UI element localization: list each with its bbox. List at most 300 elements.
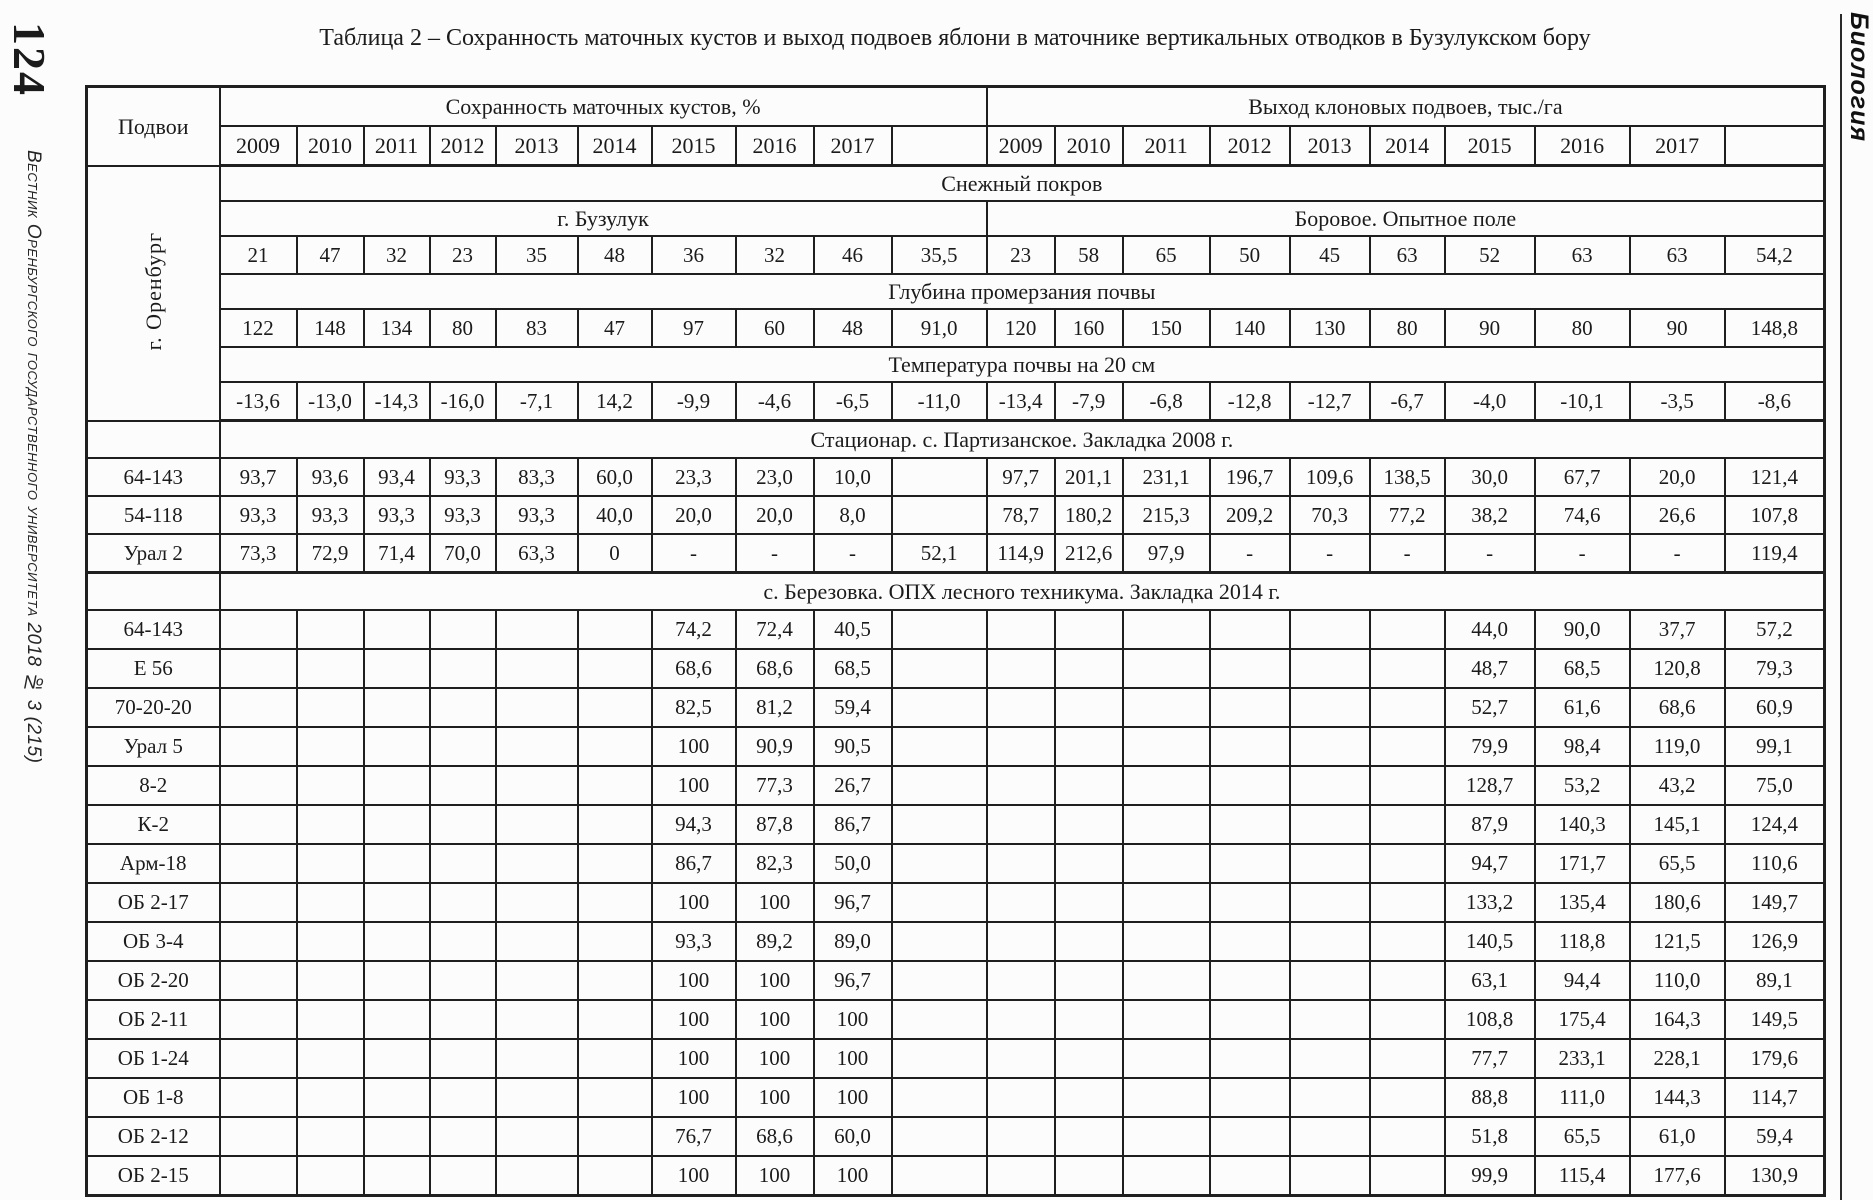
climate-value-cell: 160 bbox=[1055, 309, 1123, 347]
value-cell: 114,7 bbox=[1725, 1078, 1825, 1117]
value-cell: 90,5 bbox=[814, 727, 892, 766]
value-cell bbox=[364, 766, 430, 805]
value-cell: 100 bbox=[814, 1078, 892, 1117]
value-cell bbox=[496, 844, 578, 883]
value-cell bbox=[1290, 727, 1370, 766]
value-cell: 100 bbox=[814, 1039, 892, 1078]
value-cell bbox=[578, 1078, 652, 1117]
value-cell: 43,2 bbox=[1630, 766, 1725, 805]
value-cell: 177,6 bbox=[1630, 1156, 1725, 1196]
value-cell: - bbox=[1290, 534, 1370, 573]
value-cell bbox=[1290, 1078, 1370, 1117]
value-cell bbox=[578, 688, 652, 727]
value-cell bbox=[987, 961, 1055, 1000]
value-cell bbox=[892, 1000, 987, 1039]
value-cell bbox=[1123, 844, 1210, 883]
value-cell: 111,0 bbox=[1535, 1078, 1630, 1117]
value-cell bbox=[496, 883, 578, 922]
value-cell bbox=[496, 922, 578, 961]
value-cell bbox=[220, 1000, 297, 1039]
station-label-vertical bbox=[87, 166, 220, 421]
value-cell bbox=[1055, 1039, 1123, 1078]
climate-value-cell: 80 bbox=[1370, 309, 1445, 347]
year-cell: 2010 bbox=[297, 126, 364, 166]
value-cell: 233,1 bbox=[1535, 1039, 1630, 1078]
value-cell: 51,8 bbox=[1445, 1117, 1535, 1156]
value-cell: 179,6 bbox=[1725, 1039, 1825, 1078]
value-cell bbox=[220, 766, 297, 805]
value-cell: 68,6 bbox=[652, 649, 736, 688]
value-cell: 100 bbox=[736, 1039, 814, 1078]
value-cell: 100 bbox=[652, 727, 736, 766]
value-cell: 121,4 bbox=[1725, 458, 1825, 496]
value-cell bbox=[987, 1078, 1055, 1117]
climate-value-cell: 14,2 bbox=[578, 382, 652, 421]
value-cell bbox=[1123, 1000, 1210, 1039]
value-cell bbox=[892, 458, 987, 496]
value-cell: 68,5 bbox=[1535, 649, 1630, 688]
value-cell: 86,7 bbox=[652, 844, 736, 883]
climate-value-cell: 46 bbox=[814, 236, 892, 274]
value-cell bbox=[1055, 844, 1123, 883]
value-cell: 77,7 bbox=[1445, 1039, 1535, 1078]
value-cell: 74,2 bbox=[652, 610, 736, 649]
value-cell: 59,4 bbox=[814, 688, 892, 727]
value-cell bbox=[1210, 961, 1290, 1000]
value-cell: 93,3 bbox=[220, 496, 297, 534]
value-cell bbox=[987, 883, 1055, 922]
climate-value-cell: 47 bbox=[578, 309, 652, 347]
value-cell: 100 bbox=[736, 961, 814, 1000]
year-cell: 2014 bbox=[578, 126, 652, 166]
value-cell: 23,0 bbox=[736, 458, 814, 496]
value-cell bbox=[496, 1117, 578, 1156]
value-cell: 100 bbox=[652, 1000, 736, 1039]
value-cell bbox=[430, 1078, 496, 1117]
climate-value-cell: -12,8 bbox=[1210, 382, 1290, 421]
section-header: с. Березовка. ОПХ лесного техникума. Закладка 2014 г. bbox=[220, 573, 1825, 611]
value-cell: 145,1 bbox=[1630, 805, 1725, 844]
row-label: Урал 5 bbox=[87, 727, 220, 766]
value-cell: 73,3 bbox=[220, 534, 297, 573]
year-cell: 2015 bbox=[1445, 126, 1535, 166]
value-cell bbox=[430, 1039, 496, 1078]
value-cell bbox=[1370, 727, 1445, 766]
climate-value-cell: 32 bbox=[364, 236, 430, 274]
value-cell: 77,3 bbox=[736, 766, 814, 805]
value-cell: 40,0 bbox=[578, 496, 652, 534]
value-cell bbox=[364, 805, 430, 844]
value-cell: 89,1 bbox=[1725, 961, 1825, 1000]
value-cell: 100 bbox=[814, 1000, 892, 1039]
value-cell bbox=[297, 688, 364, 727]
value-cell: 100 bbox=[736, 1156, 814, 1196]
value-cell bbox=[297, 1000, 364, 1039]
value-cell bbox=[1210, 649, 1290, 688]
climate-value-cell: -4,6 bbox=[736, 382, 814, 421]
value-cell bbox=[987, 766, 1055, 805]
value-cell: 93,6 bbox=[297, 458, 364, 496]
value-cell bbox=[364, 1078, 430, 1117]
value-cell: 93,3 bbox=[430, 458, 496, 496]
value-cell: 87,8 bbox=[736, 805, 814, 844]
value-cell bbox=[892, 922, 987, 961]
empty-label-cell bbox=[87, 421, 220, 459]
value-cell bbox=[1370, 1117, 1445, 1156]
value-cell bbox=[987, 922, 1055, 961]
value-cell bbox=[1210, 883, 1290, 922]
value-cell bbox=[1055, 883, 1123, 922]
data-table bbox=[85, 85, 1826, 1197]
climate-value-cell: 32 bbox=[736, 236, 814, 274]
value-cell bbox=[892, 1156, 987, 1196]
value-cell: 110,6 bbox=[1725, 844, 1825, 883]
value-cell: 140,5 bbox=[1445, 922, 1535, 961]
value-cell: - bbox=[1535, 534, 1630, 573]
value-cell: 180,6 bbox=[1630, 883, 1725, 922]
value-cell bbox=[1370, 961, 1445, 1000]
value-cell bbox=[430, 883, 496, 922]
value-cell: 82,3 bbox=[736, 844, 814, 883]
value-cell: 138,5 bbox=[1370, 458, 1445, 496]
empty-label-cell bbox=[87, 573, 220, 611]
value-cell bbox=[1210, 1039, 1290, 1078]
value-cell: 97,9 bbox=[1123, 534, 1210, 573]
value-cell bbox=[1290, 844, 1370, 883]
value-cell bbox=[1370, 883, 1445, 922]
climate-value-cell: 48 bbox=[578, 236, 652, 274]
value-cell: 72,9 bbox=[297, 534, 364, 573]
value-cell: 96,7 bbox=[814, 961, 892, 1000]
value-cell bbox=[578, 922, 652, 961]
value-cell: 65,5 bbox=[1630, 844, 1725, 883]
value-cell bbox=[892, 727, 987, 766]
year-cell: 2013 bbox=[496, 126, 578, 166]
value-cell bbox=[1290, 649, 1370, 688]
climate-value-cell: -11,0 bbox=[892, 382, 987, 421]
row-label: ОБ 1-24 bbox=[87, 1039, 220, 1078]
value-cell bbox=[892, 610, 987, 649]
climate-value-cell: -12,7 bbox=[1290, 382, 1370, 421]
value-cell: 10,0 bbox=[814, 458, 892, 496]
value-cell bbox=[496, 805, 578, 844]
climate-value-cell: 45 bbox=[1290, 236, 1370, 274]
value-cell bbox=[430, 688, 496, 727]
value-cell bbox=[220, 922, 297, 961]
value-cell: 26,7 bbox=[814, 766, 892, 805]
value-cell: 81,2 bbox=[736, 688, 814, 727]
value-cell: 93,3 bbox=[496, 496, 578, 534]
value-cell bbox=[1123, 727, 1210, 766]
value-cell bbox=[892, 496, 987, 534]
climate-value-cell: 50 bbox=[1210, 236, 1290, 274]
row-label: ОБ 2-15 bbox=[87, 1156, 220, 1196]
climate-section-label-snow: Снежный покров bbox=[220, 166, 1825, 202]
value-cell: 89,0 bbox=[814, 922, 892, 961]
climate-value-cell: 83 bbox=[496, 309, 578, 347]
value-cell bbox=[1290, 961, 1370, 1000]
value-cell bbox=[578, 1117, 652, 1156]
value-cell bbox=[1123, 883, 1210, 922]
value-cell: 100 bbox=[652, 961, 736, 1000]
value-cell bbox=[496, 1000, 578, 1039]
value-cell bbox=[578, 1000, 652, 1039]
value-cell: 20,0 bbox=[1630, 458, 1725, 496]
value-cell bbox=[892, 805, 987, 844]
value-cell bbox=[1290, 922, 1370, 961]
value-cell: 0 bbox=[578, 534, 652, 573]
row-label: ОБ 2-17 bbox=[87, 883, 220, 922]
value-cell bbox=[987, 1117, 1055, 1156]
climate-value-cell: 90 bbox=[1445, 309, 1535, 347]
value-cell: 57,2 bbox=[1725, 610, 1825, 649]
climate-value-cell: -16,0 bbox=[430, 382, 496, 421]
value-cell bbox=[297, 883, 364, 922]
value-cell bbox=[1123, 610, 1210, 649]
climate-value-cell: -6,7 bbox=[1370, 382, 1445, 421]
group-header-yield: Выход клоновых подвоев, тыс./га bbox=[987, 87, 1825, 127]
value-cell bbox=[220, 1117, 297, 1156]
value-cell bbox=[364, 961, 430, 1000]
value-cell bbox=[987, 1000, 1055, 1039]
year-cell: 2016 bbox=[736, 126, 814, 166]
value-cell bbox=[578, 649, 652, 688]
value-cell bbox=[1370, 688, 1445, 727]
value-cell bbox=[1055, 766, 1123, 805]
value-cell bbox=[430, 922, 496, 961]
value-cell: 93,4 bbox=[364, 458, 430, 496]
value-cell: 215,3 bbox=[1123, 496, 1210, 534]
value-cell bbox=[578, 805, 652, 844]
value-cell bbox=[1055, 1000, 1123, 1039]
value-cell bbox=[578, 1156, 652, 1196]
value-cell bbox=[987, 805, 1055, 844]
value-cell: 108,8 bbox=[1445, 1000, 1535, 1039]
value-cell: - bbox=[652, 534, 736, 573]
location-label-left: г. Бузулук bbox=[220, 201, 987, 236]
value-cell bbox=[987, 610, 1055, 649]
value-cell bbox=[1290, 1117, 1370, 1156]
year-cell: 2009 bbox=[987, 126, 1055, 166]
mean-column-header bbox=[1725, 126, 1825, 166]
value-cell: 149,5 bbox=[1725, 1000, 1825, 1039]
value-cell bbox=[578, 610, 652, 649]
value-cell: 135,4 bbox=[1535, 883, 1630, 922]
value-cell bbox=[1290, 766, 1370, 805]
value-cell bbox=[297, 1039, 364, 1078]
value-cell bbox=[430, 610, 496, 649]
climate-value-cell: -13,6 bbox=[220, 382, 297, 421]
row-label: ОБ 2-11 bbox=[87, 1000, 220, 1039]
value-cell: 65,5 bbox=[1535, 1117, 1630, 1156]
value-cell bbox=[430, 1000, 496, 1039]
section-header: Стационар. с. Партизанское. Закладка 2008 г. bbox=[220, 421, 1825, 459]
climate-value-cell: 47 bbox=[297, 236, 364, 274]
value-cell bbox=[496, 1078, 578, 1117]
value-cell bbox=[430, 766, 496, 805]
value-cell: 228,1 bbox=[1630, 1039, 1725, 1078]
group-header-survival: Сохранность маточных кустов, % bbox=[220, 87, 987, 127]
year-cell: 2014 bbox=[1370, 126, 1445, 166]
value-cell bbox=[496, 610, 578, 649]
value-cell bbox=[892, 883, 987, 922]
value-cell bbox=[1210, 844, 1290, 883]
climate-value-cell: 97 bbox=[652, 309, 736, 347]
climate-value-cell: -8,6 bbox=[1725, 382, 1825, 421]
year-cell: 2011 bbox=[1123, 126, 1210, 166]
climate-value-cell: 63 bbox=[1630, 236, 1725, 274]
value-cell: 44,0 bbox=[1445, 610, 1535, 649]
value-cell bbox=[496, 727, 578, 766]
value-cell bbox=[220, 844, 297, 883]
value-cell: 115,4 bbox=[1535, 1156, 1630, 1196]
climate-value-cell: 91,0 bbox=[892, 309, 987, 347]
value-cell: 121,5 bbox=[1630, 922, 1725, 961]
value-cell bbox=[430, 961, 496, 1000]
value-cell bbox=[1055, 610, 1123, 649]
value-cell: 107,8 bbox=[1725, 496, 1825, 534]
row-label: 64-143 bbox=[87, 458, 220, 496]
climate-value-cell: 54,2 bbox=[1725, 236, 1825, 274]
value-cell: - bbox=[1370, 534, 1445, 573]
value-cell bbox=[496, 766, 578, 805]
value-cell: 60,0 bbox=[814, 1117, 892, 1156]
value-cell bbox=[297, 961, 364, 1000]
climate-value-cell: 90 bbox=[1630, 309, 1725, 347]
row-label: 54-118 bbox=[87, 496, 220, 534]
value-cell bbox=[430, 844, 496, 883]
value-cell bbox=[987, 1156, 1055, 1196]
value-cell: 114,9 bbox=[987, 534, 1055, 573]
value-cell bbox=[1055, 649, 1123, 688]
page-number: 124 bbox=[4, 22, 55, 97]
row-label: 8-2 bbox=[87, 766, 220, 805]
climate-value-cell: -7,1 bbox=[496, 382, 578, 421]
value-cell bbox=[430, 649, 496, 688]
value-cell bbox=[220, 1156, 297, 1196]
row-label: 64-143 bbox=[87, 610, 220, 649]
value-cell bbox=[297, 922, 364, 961]
value-cell bbox=[430, 1156, 496, 1196]
value-cell bbox=[1055, 727, 1123, 766]
value-cell bbox=[1370, 1156, 1445, 1196]
value-cell bbox=[297, 1156, 364, 1196]
value-cell bbox=[1210, 766, 1290, 805]
value-cell: 140,3 bbox=[1535, 805, 1630, 844]
climate-value-cell: 23 bbox=[987, 236, 1055, 274]
value-cell: 133,2 bbox=[1445, 883, 1535, 922]
value-cell bbox=[1370, 610, 1445, 649]
value-cell bbox=[1370, 844, 1445, 883]
climate-value-cell: -3,5 bbox=[1630, 382, 1725, 421]
value-cell bbox=[1290, 1156, 1370, 1196]
value-cell bbox=[1055, 1156, 1123, 1196]
climate-value-cell: -13,4 bbox=[987, 382, 1055, 421]
year-cell: 2012 bbox=[430, 126, 496, 166]
value-cell bbox=[892, 961, 987, 1000]
value-cell: 23,3 bbox=[652, 458, 736, 496]
value-cell bbox=[1055, 1078, 1123, 1117]
value-cell: 50,0 bbox=[814, 844, 892, 883]
value-cell: 76,7 bbox=[652, 1117, 736, 1156]
value-cell: - bbox=[1210, 534, 1290, 573]
value-cell: 100 bbox=[652, 766, 736, 805]
value-cell bbox=[578, 727, 652, 766]
value-cell bbox=[892, 844, 987, 883]
climate-value-cell: -6,8 bbox=[1123, 382, 1210, 421]
value-cell bbox=[1290, 1000, 1370, 1039]
mean-column-header bbox=[892, 126, 987, 166]
value-cell bbox=[578, 1039, 652, 1078]
value-cell: 94,3 bbox=[652, 805, 736, 844]
value-cell bbox=[297, 805, 364, 844]
value-cell bbox=[1370, 649, 1445, 688]
value-cell: 164,3 bbox=[1630, 1000, 1725, 1039]
climate-value-cell: 52 bbox=[1445, 236, 1535, 274]
value-cell bbox=[892, 1039, 987, 1078]
value-cell: 96,7 bbox=[814, 883, 892, 922]
value-cell bbox=[892, 1117, 987, 1156]
value-cell bbox=[297, 1117, 364, 1156]
value-cell: - bbox=[736, 534, 814, 573]
section-divider-line bbox=[1840, 14, 1842, 1200]
value-cell bbox=[1370, 766, 1445, 805]
value-cell: 99,1 bbox=[1725, 727, 1825, 766]
year-cell: 2017 bbox=[1630, 126, 1725, 166]
value-cell bbox=[1290, 883, 1370, 922]
value-cell: 61,6 bbox=[1535, 688, 1630, 727]
row-label: Арм-18 bbox=[87, 844, 220, 883]
value-cell: 209,2 bbox=[1210, 496, 1290, 534]
year-cell: 2015 bbox=[652, 126, 736, 166]
value-cell: 201,1 bbox=[1055, 458, 1123, 496]
climate-value-cell: 65 bbox=[1123, 236, 1210, 274]
value-cell bbox=[987, 1039, 1055, 1078]
value-cell: 93,3 bbox=[297, 496, 364, 534]
page-content bbox=[85, 0, 1825, 1197]
value-cell: 53,2 bbox=[1535, 766, 1630, 805]
value-cell bbox=[892, 1078, 987, 1117]
value-cell bbox=[892, 649, 987, 688]
value-cell: 110,0 bbox=[1630, 961, 1725, 1000]
value-cell: 100 bbox=[736, 883, 814, 922]
value-cell bbox=[297, 844, 364, 883]
value-cell: 75,0 bbox=[1725, 766, 1825, 805]
value-cell bbox=[1210, 1000, 1290, 1039]
row-label: ОБ 2-20 bbox=[87, 961, 220, 1000]
value-cell bbox=[1370, 922, 1445, 961]
value-cell: 100 bbox=[652, 1039, 736, 1078]
climate-value-cell: 36 bbox=[652, 236, 736, 274]
row-label: Е 56 bbox=[87, 649, 220, 688]
value-cell bbox=[987, 688, 1055, 727]
climate-value-cell: 120 bbox=[987, 309, 1055, 347]
value-cell bbox=[220, 610, 297, 649]
climate-value-cell: -10,1 bbox=[1535, 382, 1630, 421]
climate-value-cell: 130 bbox=[1290, 309, 1370, 347]
value-cell: 90,0 bbox=[1535, 610, 1630, 649]
value-cell bbox=[1290, 805, 1370, 844]
value-cell bbox=[430, 1117, 496, 1156]
value-cell: 60,9 bbox=[1725, 688, 1825, 727]
value-cell: 144,3 bbox=[1630, 1078, 1725, 1117]
row-label: ОБ 2-12 bbox=[87, 1117, 220, 1156]
climate-value-cell: 134 bbox=[364, 309, 430, 347]
value-cell: 77,2 bbox=[1370, 496, 1445, 534]
value-cell: 40,5 bbox=[814, 610, 892, 649]
value-cell bbox=[220, 727, 297, 766]
climate-value-cell: 63 bbox=[1535, 236, 1630, 274]
